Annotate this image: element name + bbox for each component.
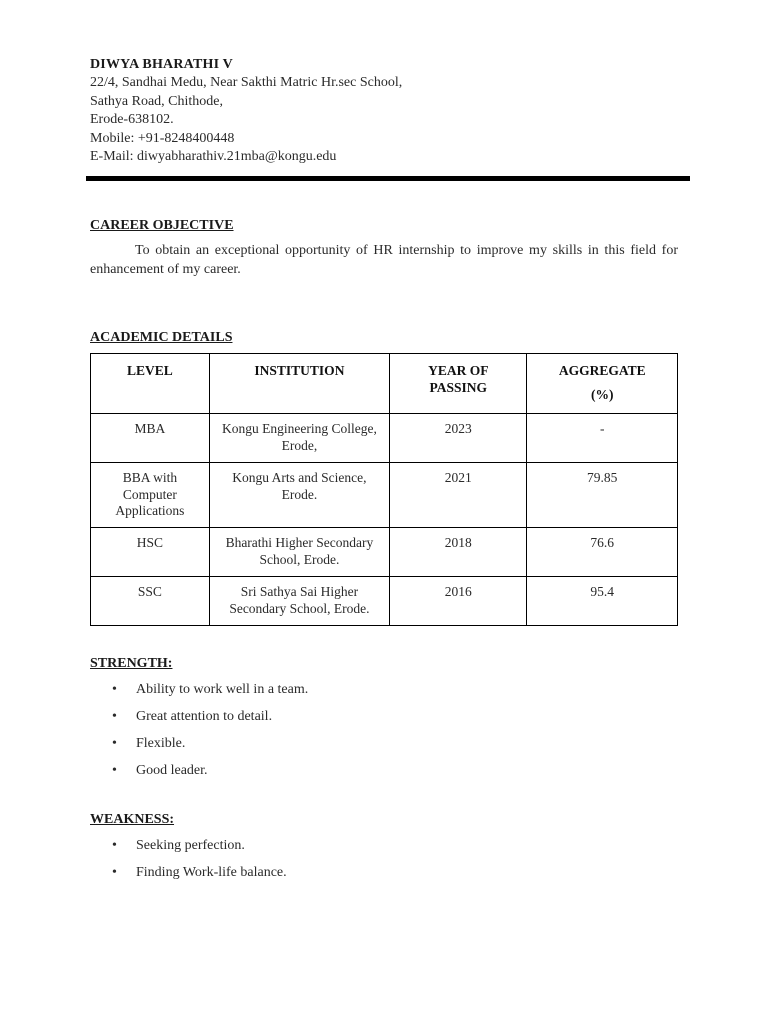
header-divider	[86, 176, 690, 181]
cell-aggregate: 95.4	[527, 577, 678, 626]
contact-header	[90, 56, 690, 167]
email-address: E-Mail: diwyabharathiv.21mba@kongu.edu	[90, 149, 337, 164]
career-objective-title: CAREER OBJECTIVE	[90, 218, 234, 233]
cell-year: 2023	[390, 414, 527, 463]
academic-details-title: ACADEMIC DETAILS	[90, 330, 233, 345]
weakness-title: WEAKNESS:	[90, 812, 175, 827]
candidate-name: DIWYA BHARATHI V	[90, 57, 233, 72]
header-aggregate-unit: (%)	[590, 386, 614, 402]
list-item	[90, 762, 308, 789]
cell-institution: Kongu Engineering College, Erode,	[209, 414, 389, 463]
list-item-text: Great attention to detail.	[136, 709, 273, 724]
address-line-3: Erode-638102.	[90, 112, 174, 127]
table-row	[91, 463, 678, 528]
cell-institution: Sri Sathya Sai Higher Secondary School, Erode.	[209, 577, 389, 626]
list-item	[90, 735, 308, 762]
strength-list	[90, 681, 308, 789]
bullet-icon: •	[112, 838, 117, 853]
cell-level: BBA with Computer Applications	[91, 463, 210, 528]
table-row	[91, 528, 678, 577]
cell-institution: Bharathi Higher Secondary School, Erode.	[209, 528, 389, 577]
strength-title: STRENGTH:	[90, 656, 173, 671]
cell-year: 2016	[390, 577, 527, 626]
list-item	[90, 708, 308, 735]
list-item-text: Seeking perfection.	[136, 838, 245, 853]
bullet-icon: •	[112, 709, 117, 724]
mobile-number: Mobile: +91-8248400448	[90, 130, 235, 146]
table-row	[91, 577, 678, 626]
list-item-text: Good leader.	[136, 763, 208, 778]
weakness-list	[90, 837, 287, 891]
header-aggregate	[527, 354, 678, 414]
address-line-2: Sathya Road, Chithode,	[90, 93, 223, 109]
table-header-row	[91, 354, 678, 414]
bullet-icon: •	[112, 763, 117, 778]
header-year-of-passing: YEAR OF PASSING	[390, 354, 527, 414]
cell-aggregate: 79.85	[527, 463, 678, 528]
list-item	[90, 837, 287, 864]
cell-level: HSC	[91, 528, 210, 577]
cell-level: SSC	[91, 577, 210, 626]
bullet-icon: •	[112, 865, 117, 880]
cell-year: 2021	[390, 463, 527, 528]
cell-year: 2018	[390, 528, 527, 577]
bullet-icon: •	[112, 736, 117, 751]
list-item-text: Ability to work well in a team.	[136, 682, 309, 697]
academic-table	[90, 353, 678, 626]
header-aggregate-label: AGGREGATE	[558, 363, 646, 378]
cell-aggregate: -	[527, 414, 678, 463]
list-item	[90, 864, 287, 891]
bullet-icon: •	[112, 682, 117, 697]
header-level: LEVEL	[91, 354, 210, 414]
header-institution: INSTITUTION	[209, 354, 389, 414]
table-row	[91, 414, 678, 463]
cell-level: MBA	[91, 414, 210, 463]
cell-institution: Kongu Arts and Science, Erode.	[209, 463, 389, 528]
cell-aggregate: 76.6	[527, 528, 678, 577]
list-item	[90, 681, 308, 708]
list-item-text: Finding Work-life balance.	[136, 865, 287, 880]
list-item-text: Flexible.	[136, 736, 186, 751]
address-line-1: 22/4, Sandhai Medu, Near Sakthi Matric Hr.sec School,	[90, 75, 403, 90]
career-objective-text: To obtain an exceptional opportunity of HR internship to improve my skills in this field for enhancement of my career.	[90, 243, 678, 277]
